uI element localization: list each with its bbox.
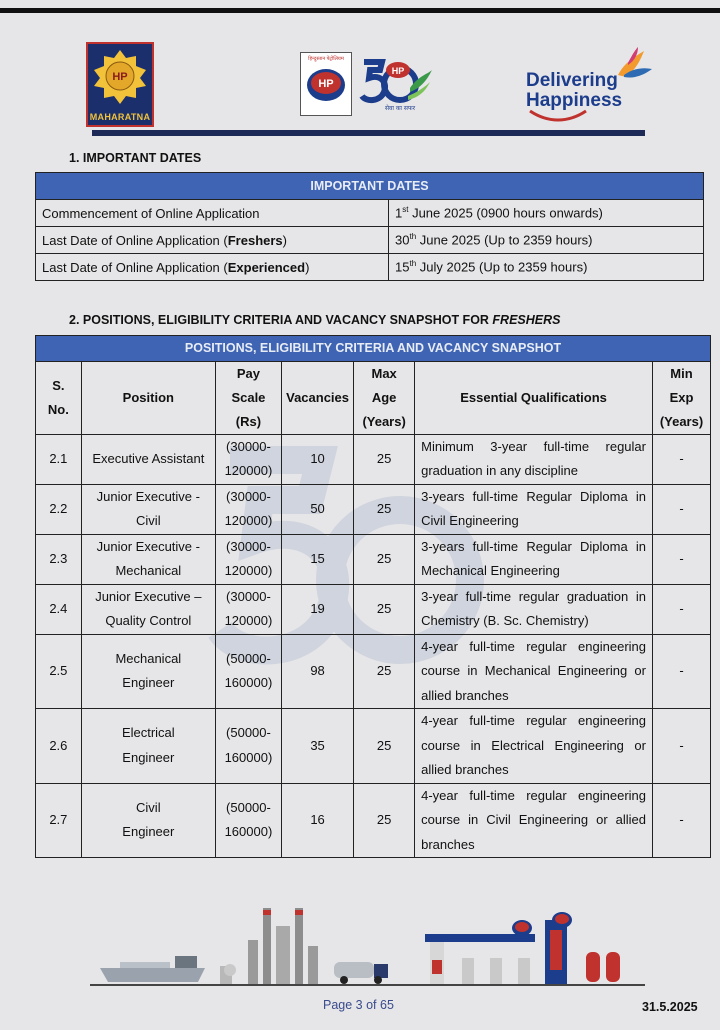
cell-position: Civil Engineer bbox=[81, 783, 215, 858]
smile-icon bbox=[528, 109, 588, 123]
cell-vacancies: 10 bbox=[281, 434, 353, 484]
cell-pay: (50000- 160000) bbox=[215, 709, 281, 784]
col-pay: Pay Scale (Rs) bbox=[215, 361, 281, 434]
header-rule bbox=[92, 130, 645, 136]
cell-exp: - bbox=[653, 434, 711, 484]
important-dates-header: IMPORTANT DATES bbox=[36, 173, 704, 200]
cell-vacancies: 35 bbox=[281, 709, 353, 784]
cell-exp: - bbox=[653, 484, 711, 534]
delivering-text: Delivering bbox=[526, 70, 618, 91]
col-age: Max Age (Years) bbox=[354, 361, 415, 434]
table-row bbox=[36, 584, 711, 634]
table-row bbox=[36, 534, 711, 584]
table-row bbox=[36, 227, 704, 254]
cell-sno: 2.7 bbox=[36, 783, 82, 858]
cell-age: 25 bbox=[354, 484, 415, 534]
cell-age: 25 bbox=[354, 584, 415, 634]
table-row bbox=[36, 709, 711, 784]
vacancy-table-header: POSITIONS, ELIGIBILITY CRITERIA AND VACANCY SNAPSHOT bbox=[36, 336, 711, 362]
cell-qualification: 3-years full-time Regular Diploma in Civil Engineering bbox=[415, 484, 653, 534]
industry-illustration bbox=[90, 900, 645, 992]
cell-pay: (30000- 120000) bbox=[215, 434, 281, 484]
date-label: Last Date of Online Application (Freshers) bbox=[36, 227, 389, 254]
ship-icon bbox=[100, 956, 205, 982]
maharatna-emblem-icon bbox=[92, 48, 148, 104]
cell-qualification: 4-year full-time regular engineering course in Mechanical Engineering or allied branches bbox=[415, 634, 653, 709]
cell-vacancies: 19 bbox=[281, 584, 353, 634]
cell-position: Junior Executive - Mechanical bbox=[81, 534, 215, 584]
cell-age: 25 bbox=[354, 709, 415, 784]
cell-sno: 2.2 bbox=[36, 484, 82, 534]
cell-vacancies: 98 bbox=[281, 634, 353, 709]
cell-position: Executive Assistant bbox=[81, 434, 215, 484]
cell-exp: - bbox=[653, 634, 711, 709]
table-row bbox=[36, 200, 704, 227]
cell-qualification: 4-year full-time regular engineering course in Electrical Engineering or allied branches bbox=[415, 709, 653, 784]
date-value: 1st June 2025 (0900 hours onwards) bbox=[389, 200, 704, 227]
cell-age: 25 bbox=[354, 434, 415, 484]
hp-tagline: हिन्दुस्तान पेट्रोलियम bbox=[308, 56, 344, 62]
cell-qualification: Minimum 3-year full-time regular graduation in any discipline bbox=[415, 434, 653, 484]
truck-icon bbox=[334, 962, 388, 984]
col-exp: Min Exp (Years) bbox=[653, 361, 711, 434]
refinery-icon bbox=[220, 908, 318, 984]
fifty-years-icon bbox=[356, 52, 436, 118]
cell-vacancies: 15 bbox=[281, 534, 353, 584]
col-sno: S. No. bbox=[36, 361, 82, 434]
hp-logo bbox=[300, 52, 352, 116]
date-label: Commencement of Online Application bbox=[36, 200, 389, 227]
important-dates-table bbox=[35, 172, 704, 281]
anniversary-logo bbox=[356, 52, 436, 118]
cell-pay: (50000- 160000) bbox=[215, 783, 281, 858]
cell-pay: (30000- 120000) bbox=[215, 484, 281, 534]
svg-text:सेवा का सफर: सेवा का सफर bbox=[384, 105, 416, 112]
cell-pay: (30000- 120000) bbox=[215, 534, 281, 584]
cell-pay: (50000- 160000) bbox=[215, 634, 281, 709]
cell-sno: 2.1 bbox=[36, 434, 82, 484]
cell-sno: 2.3 bbox=[36, 534, 82, 584]
table-row bbox=[36, 783, 711, 858]
maharatna-label: MAHARATNA bbox=[89, 112, 151, 122]
cell-position: Junior Executive - Civil bbox=[81, 484, 215, 534]
col-vacancies: Vacancies bbox=[281, 361, 353, 434]
hp-emblem-icon bbox=[301, 61, 351, 115]
table-row bbox=[36, 254, 704, 281]
cell-exp: - bbox=[653, 709, 711, 784]
col-qualifications: Essential Qualifications bbox=[415, 361, 653, 434]
section-2-title: 2. POSITIONS, ELIGIBILITY CRITERIA AND VACANCY SNAPSHOT FOR FRESHERS bbox=[69, 313, 561, 327]
cell-exp: - bbox=[653, 584, 711, 634]
col-position: Position bbox=[81, 361, 215, 434]
delivering-happiness-logo bbox=[522, 45, 652, 121]
cell-exp: - bbox=[653, 534, 711, 584]
table-row bbox=[36, 634, 711, 709]
svg-text:HP: HP bbox=[318, 78, 334, 90]
section-1-title: 1. IMPORTANT DATES bbox=[69, 151, 202, 165]
svg-text:HP: HP bbox=[391, 66, 405, 76]
cell-position: Electrical Engineer bbox=[81, 709, 215, 784]
fuel-station-icon bbox=[425, 912, 572, 984]
cell-age: 25 bbox=[354, 534, 415, 584]
date-value: 15th July 2025 (Up to 2359 hours) bbox=[389, 254, 704, 281]
cell-position: Junior Executive – Quality Control bbox=[81, 584, 215, 634]
cell-exp: - bbox=[653, 783, 711, 858]
cell-qualification: 3-year full-time regular graduation in Chemistry (B. Sc. Chemistry) bbox=[415, 584, 653, 634]
date-value: 30th June 2025 (Up to 2359 hours) bbox=[389, 227, 704, 254]
svg-text:HP: HP bbox=[112, 71, 128, 83]
happiness-text: Happiness bbox=[526, 90, 623, 111]
gas-cylinder-icon bbox=[586, 952, 620, 982]
table-row bbox=[36, 434, 711, 484]
cell-vacancies: 50 bbox=[281, 484, 353, 534]
cell-sno: 2.4 bbox=[36, 584, 82, 634]
cell-age: 25 bbox=[354, 783, 415, 858]
cell-sno: 2.6 bbox=[36, 709, 82, 784]
top-border bbox=[0, 8, 720, 13]
column-header-row bbox=[36, 361, 711, 434]
maharatna-logo bbox=[86, 42, 154, 127]
cell-qualification: 3-years full-time Regular Diploma in Mechanical Engineering bbox=[415, 534, 653, 584]
cell-vacancies: 16 bbox=[281, 783, 353, 858]
cell-qualification: 4-year full-time regular engineering course in Civil Engineering or allied branches bbox=[415, 783, 653, 858]
cell-sno: 2.5 bbox=[36, 634, 82, 709]
table-row bbox=[36, 484, 711, 534]
cell-age: 25 bbox=[354, 634, 415, 709]
cell-pay: (30000- 120000) bbox=[215, 584, 281, 634]
date-label: Last Date of Online Application (Experienced) bbox=[36, 254, 389, 281]
vacancy-table bbox=[35, 335, 711, 858]
cell-position: Mechanical Engineer bbox=[81, 634, 215, 709]
document-date: 31.5.2025 bbox=[642, 1000, 698, 1014]
page-number: Page 3 of 65 bbox=[323, 998, 394, 1012]
